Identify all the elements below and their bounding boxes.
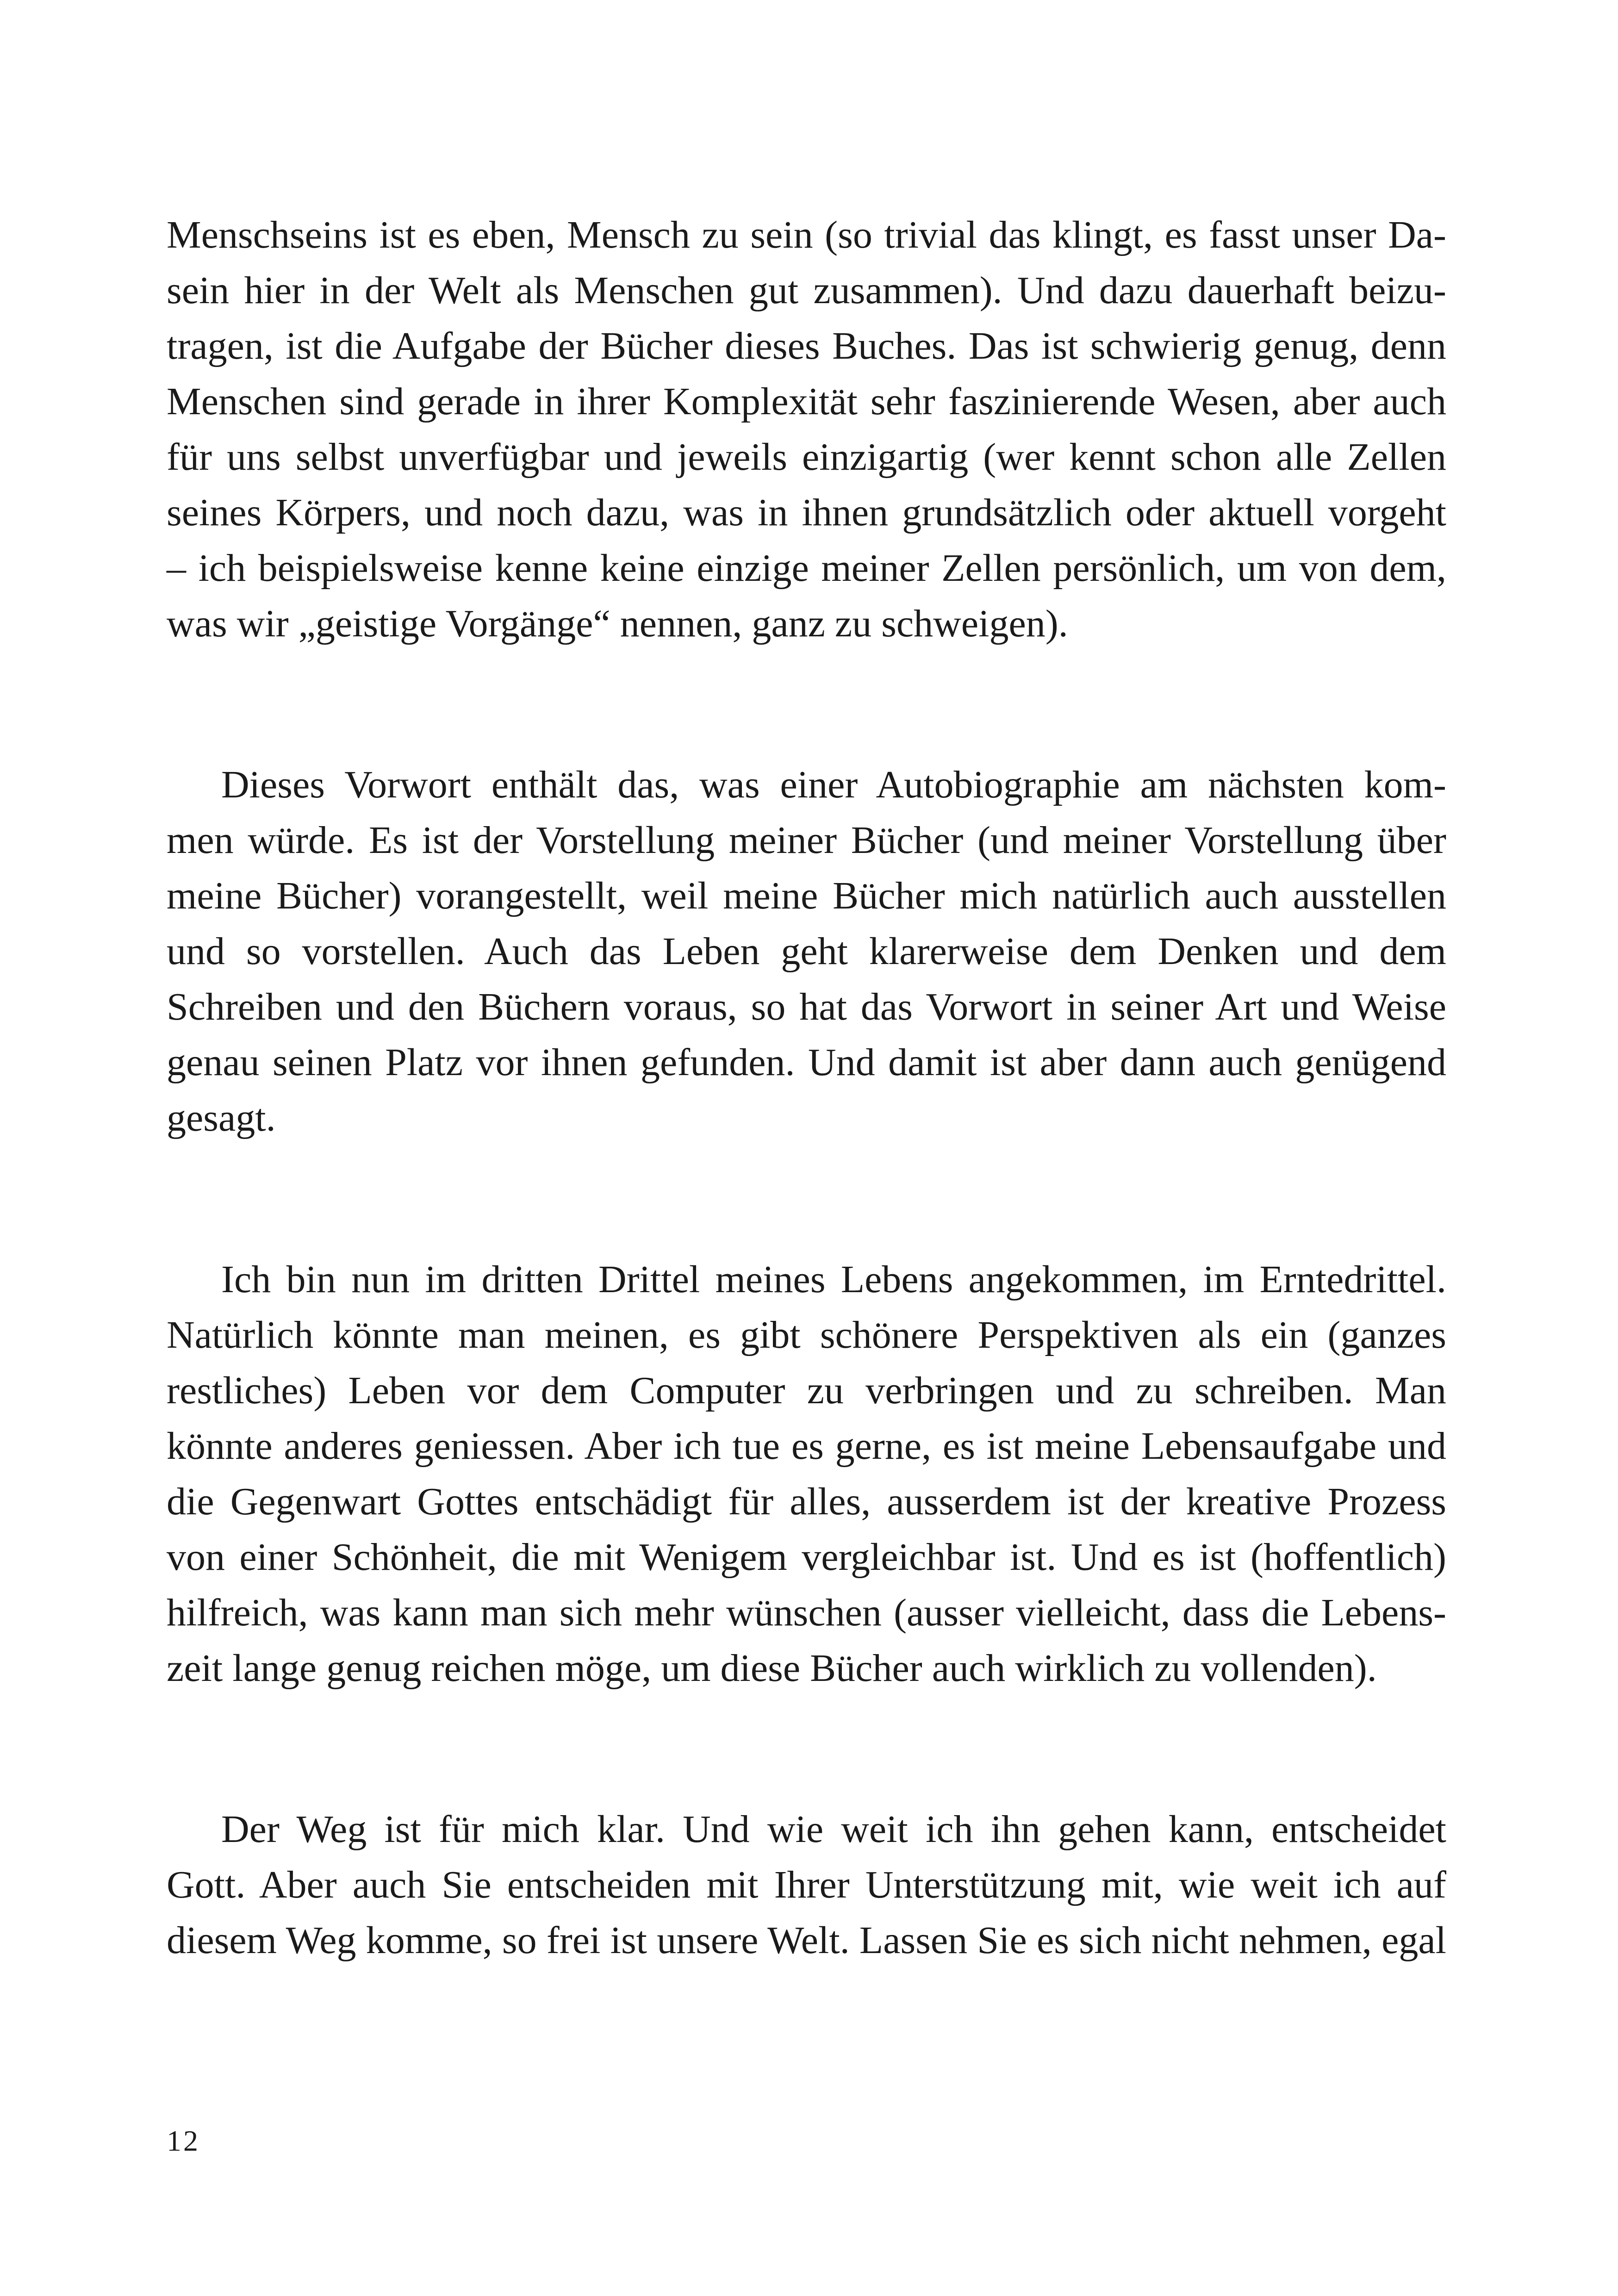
text-line: für uns selbst unverfügbar und jeweils einzigartig (wer kennt schon alle Zellen [167,436,1446,479]
text-line: was wir „geistige Vorgänge“ nennen, ganz zu schweigen). [167,602,1068,645]
text-line: Menschseins ist es eben, Mensch zu sein (so trivial das klingt, es fasst unser Da- [167,213,1446,256]
text-line: – ich beispielsweise kenne keine einzige meiner Zellen persönlich, um von dem, [167,547,1446,590]
text-line: hilfreich, was kann man sich mehr wünschen (ausser vielleicht, dass die Lebens- [167,1591,1446,1634]
text-line: Menschen sind gerade in ihrer Komplexität sehr faszinierende Wesen, aber auch [167,380,1446,423]
text-line: von einer Schönheit, die mit Wenigem vergleichbar ist. Und es ist (hoffentlich) [167,1536,1446,1579]
text-line: Schreiben und den Büchern voraus, so hat das Vorwort in seiner Art und Weise [167,985,1446,1028]
text-line: zeit lange genug reichen möge, um diese Bücher auch wirklich zu vollenden). [167,1647,1377,1690]
text-line: diesem Weg komme, so frei ist unsere Welt. Lassen Sie es sich nicht nehmen, egal [167,1919,1446,1962]
text-line: Der Weg ist für mich klar. Und wie weit ich ihn gehen kann, entscheidet [221,1808,1446,1851]
text-line: und so vorstellen. Auch das Leben geht klarerweise dem Denken und dem [167,930,1446,973]
text-line: restliches) Leben vor dem Computer zu verbringen und zu schreiben. Man [167,1369,1446,1412]
text-line: die Gegenwart Gottes entschädigt für alles, ausserdem ist der kreative Prozess [167,1480,1446,1523]
text-line: Ich bin nun im dritten Drittel meines Lebens angekommen, im Erntedrittel. [221,1258,1446,1301]
text-line: Natürlich könnte man meinen, es gibt schönere Perspektiven als ein (ganzes [167,1313,1446,1356]
text-line: Gott. Aber auch Sie entscheiden mit Ihrer Unterstützung mit, wie weit ich auf [167,1863,1446,1906]
text-line: meine Bücher) vorangestellt, weil meine Bücher mich natürlich auch ausstellen [167,874,1446,917]
text-line: Dieses Vorwort enthält das, was einer Autobiographie am nächsten kom- [221,763,1446,806]
text-line: sein hier in der Welt als Menschen gut zusammen). Und dazu dauerhaft beizu- [167,269,1446,312]
text-line: gesagt. [167,1096,276,1139]
text-line: könnte anderes geniessen. Aber ich tue es gerne, es ist meine Lebensaufgabe und [167,1425,1446,1468]
text-line: seines Körpers, und noch dazu, was in ihnen grundsätzlich oder aktuell vorgeht [167,491,1446,534]
text-line: genau seinen Platz vor ihnen gefunden. Und damit ist aber dann auch genügend [167,1041,1446,1084]
text-line: men würde. Es ist der Vorstellung meiner Bücher (und meiner Vorstellung über [167,819,1446,862]
text-line: tragen, ist die Aufgabe der Bücher dieses Buches. Das ist schwierig genug, denn [167,324,1446,367]
page-number: 12 [167,2124,200,2157]
